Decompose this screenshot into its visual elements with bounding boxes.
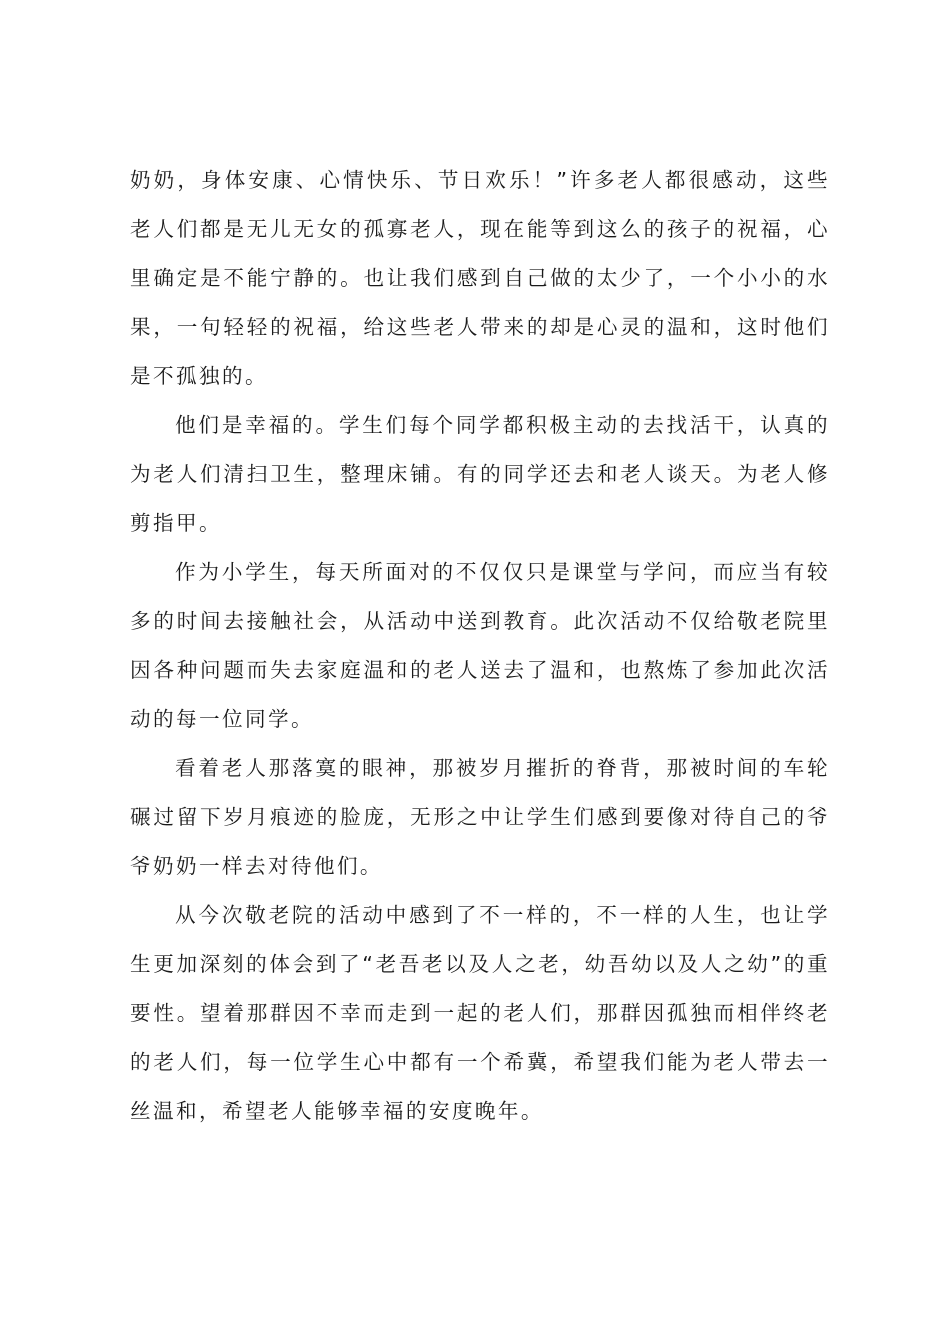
body-text xyxy=(130,156,830,1136)
paragraph-2: 他们是幸福的。学生们每个同学都积极主动的去找活干，认真的为老人们清扫卫生，整理床铺。有的同学还去和老人谈天。为老人修剪指甲。 xyxy=(130,413,830,535)
paragraph-4: 看着老人那落寞的眼神，那被岁月摧折的脊背，那被时间的车轮碾过留下岁月痕迹的脸庞，无形之中让学生们感到要像对待自己的爷爷奶奶一样去对待他们。 xyxy=(130,756,830,878)
paragraph-3: 作为小学生，每天所面对的不仅仅只是课堂与学问，而应当有较多的时间去接触社会，从活动中送到教育。此次活动不仅给敬老院里因各种问题而失去家庭温和的老人送去了温和，也熬炼了参加此次活动的每一位同学。 xyxy=(130,560,830,731)
paragraph-5: 从今次敬老院的活动中感到了不一样的，不一样的人生，也让学生更加深刻的体会到了“老吾老以及人之老，幼吾幼以及人之幼”的重要性。望着那群因不幸而走到一起的老人们，那群因孤独而相伴终老的老人们，每一位学生心中都有一个希冀，希望我们能为老人带去一丝温和，希望老人能够幸福的安度晚年。 xyxy=(130,903,830,1123)
paragraph-1: 奶奶，身体安康、心情快乐、节日欢乐！”许多老人都很感动，这些老人们都是无儿无女的孤寡老人，现在能等到这么的孩子的祝福，心里确定是不能宁静的。也让我们感到自己做的太少了，一个小小的水果，一句轻轻的祝福，给这些老人带来的却是心灵的温和，这时他们是不孤独的。 xyxy=(130,168,830,388)
